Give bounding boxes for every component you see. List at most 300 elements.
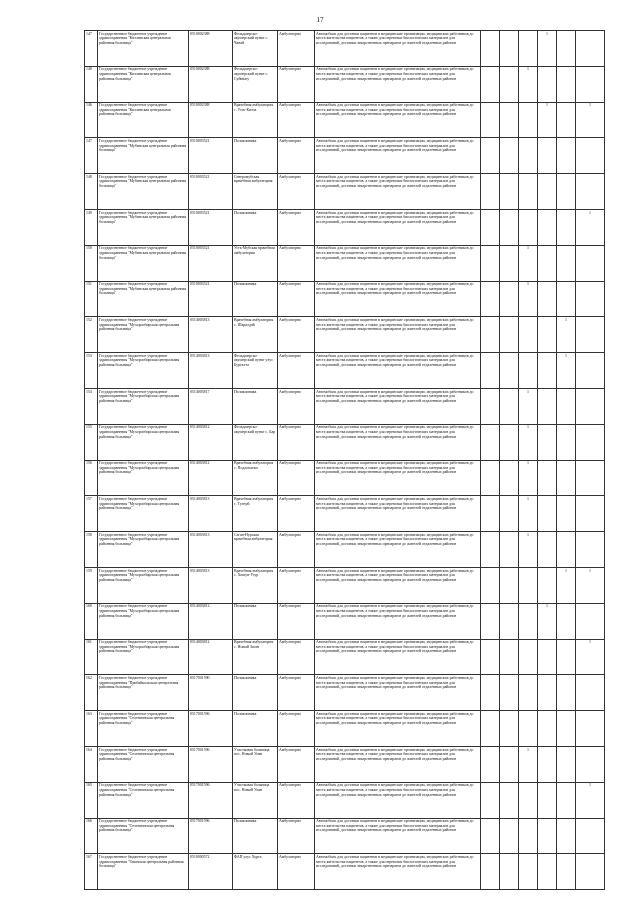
flag-cell bbox=[481, 388, 500, 424]
flag-cell bbox=[500, 603, 519, 639]
table-row bbox=[85, 818, 605, 854]
organization-cell: Государственное бюджетное учреждение здравоохранения "Прибайкальская центральная районная больница" bbox=[98, 675, 189, 711]
flag-cell bbox=[557, 746, 576, 782]
organization-cell: Государственное бюджетное учреждение здравоохранения "Мухорсибирская центральная районная больница" bbox=[98, 353, 189, 389]
flag-cell: 1 bbox=[519, 460, 538, 496]
flag-cell: 1 bbox=[557, 567, 576, 603]
flag-cell bbox=[481, 209, 500, 245]
flag-cell bbox=[481, 675, 500, 711]
flag-cell bbox=[481, 66, 500, 102]
organization-cell: Государственное бюджетное учреждение здравоохранения "Мубинская центральная районная больница" bbox=[98, 281, 189, 317]
care-type-cell: Амбулаторно bbox=[278, 818, 315, 854]
purpose-cell: Автомобиль для доставки пациентов в медицинские организации, медицинских работников до места жительства пациентов, а также для перевозки биологических материалов для исследований, доставки лекарственных препаратов до жителей отдаленных районов bbox=[315, 31, 481, 67]
purpose-cell: Автомобиль для доставки пациентов в медицинские организации, медицинских работников до места жительства пациентов, а также для перевозки биологических материалов для исследований, доставки лекарственных препаратов до жителей отдаленных районов bbox=[315, 496, 481, 532]
flag-cell bbox=[557, 174, 576, 210]
flag-cell bbox=[557, 66, 576, 102]
table-row bbox=[85, 138, 605, 174]
purpose-cell: Автомобиль для доставки пациентов в медицинские организации, медицинских работников до места жительства пациентов, а также для перевозки биологических материалов для исследований, доставки лекарственных препаратов до жителей отдаленных районов bbox=[315, 746, 481, 782]
flag-cell: 1 bbox=[519, 532, 538, 568]
unit-cell: Участковая больница пос. Новый Уоян bbox=[233, 746, 278, 782]
code-cell: 0510003521 bbox=[189, 174, 233, 210]
table-row bbox=[85, 532, 605, 568]
code-cell: 0514003817 bbox=[189, 388, 233, 424]
flag-cell bbox=[557, 102, 576, 138]
flag-cell bbox=[538, 281, 557, 317]
care-type-cell: Амбулаторно bbox=[278, 281, 315, 317]
flag-cell: 1 bbox=[576, 639, 605, 675]
code-cell: 0514003813 bbox=[189, 532, 233, 568]
care-type-cell: Амбулаторно bbox=[278, 675, 315, 711]
unit-cell: Фельдшерско-акушерский пункт с. Суймыгу bbox=[233, 66, 278, 102]
flag-cell bbox=[519, 675, 538, 711]
purpose-cell: Автомобиль для доставки пациентов в медицинские организации, медицинских работников до места жительства пациентов, а также для перевозки биологических материалов для исследований, доставки лекарственных препаратов до жителей отдаленных районов bbox=[315, 102, 481, 138]
unit-cell: Врачебная амбулатория с. Подлопатки bbox=[233, 460, 278, 496]
flag-cell bbox=[538, 782, 557, 818]
table-row bbox=[85, 388, 605, 424]
purpose-cell: Автомобиль для доставки пациентов в медицинские организации, медицинских работников до места жительства пациентов, а также для перевозки биологических материалов для исследований, доставки лекарственных препаратов до жителей отдаленных районов bbox=[315, 532, 481, 568]
flag-cell bbox=[481, 603, 500, 639]
unit-cell: Врачебная амбулатория с. Хошун-Узур bbox=[233, 567, 278, 603]
table-row bbox=[85, 675, 605, 711]
flag-cell bbox=[576, 603, 605, 639]
flag-cell bbox=[500, 854, 519, 890]
code-cell: 0510000572 bbox=[189, 854, 233, 890]
flag-cell bbox=[500, 782, 519, 818]
care-type-cell: Амбулаторно bbox=[278, 460, 315, 496]
care-type-cell: Амбулаторно bbox=[278, 639, 315, 675]
table-row bbox=[85, 281, 605, 317]
code-cell: 0514003813 bbox=[189, 353, 233, 389]
flag-cell bbox=[481, 711, 500, 747]
purpose-cell: Автомобиль для доставки пациентов в медицинские организации, медицинских работников до места жительства пациентов, а также для перевозки биологических материалов для исследований, доставки лекарственных препаратов до жителей отдаленных районов bbox=[315, 460, 481, 496]
purpose-cell: Автомобиль для доставки пациентов в медицинские организации, медицинских работников до места жительства пациентов, а также для перевозки биологических материалов для исследований, доставки лекарственных препаратов до жителей отдаленных районов bbox=[315, 209, 481, 245]
flag-cell bbox=[557, 460, 576, 496]
table-row bbox=[85, 496, 605, 532]
flag-cell bbox=[500, 209, 519, 245]
unit-cell: Участковая больница пос. Новый Уоян bbox=[233, 782, 278, 818]
organization-cell: Государственное бюджетное учреждение здравоохранения "Мубинская центральная районная больница" bbox=[98, 245, 189, 281]
unit-cell: Северомубская врачебная амбулатория bbox=[233, 174, 278, 210]
flag-cell bbox=[538, 388, 557, 424]
organization-cell: Государственное бюджетное учреждение здравоохранения "Окинская центральная районная больница" bbox=[98, 854, 189, 890]
flag-cell bbox=[481, 746, 500, 782]
code-cell: 0510003521 bbox=[189, 209, 233, 245]
table-row bbox=[85, 353, 605, 389]
flag-cell bbox=[557, 496, 576, 532]
unit-cell: Поликлиника bbox=[233, 388, 278, 424]
flag-cell bbox=[538, 138, 557, 174]
code-cell: 0514003812 bbox=[189, 424, 233, 460]
purpose-cell: Автомобиль для доставки пациентов в медицинские организации, медицинских работников до места жительства пациентов, а также для перевозки биологических материалов для исследований, доставки лекарственных препаратов до жителей отдаленных районов bbox=[315, 782, 481, 818]
row-number-cell: 165 bbox=[85, 782, 98, 818]
flag-cell bbox=[500, 460, 519, 496]
table-row bbox=[85, 746, 605, 782]
flag-cell bbox=[538, 66, 557, 102]
code-cell: 0510003521 bbox=[189, 138, 233, 174]
row-number-cell: 159 bbox=[85, 567, 98, 603]
unit-cell: Саган-Нурская врачебная амбулатория bbox=[233, 532, 278, 568]
flag-cell bbox=[557, 245, 576, 281]
care-type-cell: Амбулаторно bbox=[278, 711, 315, 747]
flag-cell bbox=[576, 245, 605, 281]
flag-cell bbox=[481, 532, 500, 568]
flag-cell: 1 bbox=[576, 782, 605, 818]
table-row bbox=[85, 639, 605, 675]
organization-cell: Государственное бюджетное учреждение здравоохранения "Мухорсибирская центральная районная больница" bbox=[98, 496, 189, 532]
flag-cell bbox=[576, 746, 605, 782]
flag-cell bbox=[500, 174, 519, 210]
row-number-cell: 167 bbox=[85, 854, 98, 890]
flag-cell bbox=[500, 424, 519, 460]
care-type-cell: Амбулаторно bbox=[278, 102, 315, 138]
row-number-cell: 152 bbox=[85, 317, 98, 353]
purpose-cell: Автомобиль для доставки пациентов в медицинские организации, медицинских работников до места жительства пациентов, а также для перевозки биологических материалов для исследований, доставки лекарственных препаратов до жителей отдаленных районов bbox=[315, 639, 481, 675]
flag-cell bbox=[500, 639, 519, 675]
flag-cell bbox=[538, 424, 557, 460]
flag-cell: 1 bbox=[538, 102, 557, 138]
flag-cell bbox=[557, 675, 576, 711]
flag-cell bbox=[519, 317, 538, 353]
row-number-cell: 160 bbox=[85, 603, 98, 639]
flag-cell bbox=[519, 31, 538, 67]
flag-cell bbox=[576, 818, 605, 854]
flag-cell bbox=[538, 567, 557, 603]
flag-cell bbox=[481, 639, 500, 675]
flag-cell bbox=[557, 854, 576, 890]
flag-cell: 1 bbox=[519, 388, 538, 424]
flag-cell bbox=[481, 174, 500, 210]
flag-cell bbox=[500, 138, 519, 174]
flag-cell bbox=[576, 317, 605, 353]
unit-cell: Врачебная амбулатория с. Тугнуй bbox=[233, 496, 278, 532]
table-row bbox=[85, 567, 605, 603]
organization-cell: Государственное бюджетное учреждение здравоохранения "Мухорсибирская центральная районная больница" bbox=[98, 567, 189, 603]
row-number-cell: 151 bbox=[85, 281, 98, 317]
row-number-cell: 158 bbox=[85, 532, 98, 568]
flag-cell bbox=[557, 209, 576, 245]
code-cell: 0514003813 bbox=[189, 567, 233, 603]
unit-cell: Фельдшерско-акушерский пункт с. Чанай bbox=[233, 31, 278, 67]
table-row bbox=[85, 603, 605, 639]
purpose-cell: Автомобиль для доставки пациентов в медицинские организации, медицинских работников до места жительства пациентов, а также для перевозки биологических материалов для исследований, доставки лекарственных препаратов до жителей отдаленных районов bbox=[315, 388, 481, 424]
code-cell: 0510002388 bbox=[189, 102, 233, 138]
purpose-cell: Автомобиль для доставки пациентов в медицинские организации, медицинских работников до места жительства пациентов, а также для перевозки биологических материалов для исследований, доставки лекарственных препаратов до жителей отдаленных районов bbox=[315, 66, 481, 102]
table-row bbox=[85, 424, 605, 460]
organization-cell: Государственное бюджетное учреждение здравоохранения "Мубинская центральная районная больница" bbox=[98, 209, 189, 245]
flag-cell bbox=[500, 711, 519, 747]
flag-cell bbox=[519, 102, 538, 138]
care-type-cell: Амбулаторно bbox=[278, 746, 315, 782]
page-number: 17 bbox=[316, 16, 324, 24]
flag-cell bbox=[519, 711, 538, 747]
care-type-cell: Амбулаторно bbox=[278, 317, 315, 353]
flag-cell: 1 bbox=[538, 603, 557, 639]
organization-cell: Государственное бюджетное учреждение здравоохранения "Селенгинская центральная районная больница" bbox=[98, 746, 189, 782]
flag-cell bbox=[576, 66, 605, 102]
table-row bbox=[85, 711, 605, 747]
flag-cell bbox=[538, 496, 557, 532]
purpose-cell: Автомобиль для доставки пациентов в медицинские организации, медицинских работников до места жительства пациентов, а также для перевозки биологических материалов для исследований, доставки лекарственных препаратов до жителей отдаленных районов bbox=[315, 711, 481, 747]
flag-cell bbox=[576, 353, 605, 389]
code-cell: 0517001596 bbox=[189, 818, 233, 854]
code-cell: 0517001596 bbox=[189, 782, 233, 818]
flag-cell bbox=[481, 281, 500, 317]
table-row bbox=[85, 31, 605, 67]
row-number-cell: 148 bbox=[85, 66, 98, 102]
flag-cell bbox=[500, 31, 519, 67]
flag-cell bbox=[557, 31, 576, 67]
flag-cell bbox=[500, 532, 519, 568]
flag-cell bbox=[576, 388, 605, 424]
row-number-cell: 149 bbox=[85, 209, 98, 245]
flag-cell bbox=[538, 746, 557, 782]
flag-cell bbox=[519, 782, 538, 818]
organization-cell: Государственное бюджетное учреждение здравоохранения "Мухорсибирская центральная районная больница" bbox=[98, 532, 189, 568]
flag-cell bbox=[500, 675, 519, 711]
purpose-cell: Автомобиль для доставки пациентов в медицинские организации, медицинских работников до места жительства пациентов, а также для перевозки биологических материалов для исследований, доставки лекарственных препаратов до жителей отдаленных районов bbox=[315, 138, 481, 174]
flag-cell bbox=[538, 818, 557, 854]
flag-cell bbox=[481, 102, 500, 138]
flag-cell: 1 bbox=[557, 317, 576, 353]
row-number-cell: 156 bbox=[85, 460, 98, 496]
flag-cell bbox=[557, 818, 576, 854]
flag-cell bbox=[519, 854, 538, 890]
flag-cell: 1 bbox=[519, 66, 538, 102]
flag-cell: 1 bbox=[538, 31, 557, 67]
row-number-cell: 147 bbox=[85, 31, 98, 67]
care-type-cell: Амбулаторно bbox=[278, 31, 315, 67]
flag-cell bbox=[576, 854, 605, 890]
organization-cell: Государственное бюджетное учреждение здравоохранения "Мухорсибирская центральная районная больница" bbox=[98, 388, 189, 424]
purpose-cell: Автомобиль для доставки пациентов в медицинские организации, медицинских работников до места жительства пациентов, а также для перевозки биологических материалов для исследований, доставки лекарственных препаратов до жителей отдаленных районов bbox=[315, 424, 481, 460]
flag-cell bbox=[500, 281, 519, 317]
flag-cell bbox=[557, 639, 576, 675]
flag-cell: 1 bbox=[576, 567, 605, 603]
vehicle-register-table bbox=[84, 30, 605, 890]
unit-cell: Поликлиника bbox=[233, 675, 278, 711]
flag-cell bbox=[519, 353, 538, 389]
table-row bbox=[85, 66, 605, 102]
flag-cell bbox=[557, 424, 576, 460]
care-type-cell: Амбулаторно bbox=[278, 209, 315, 245]
flag-cell bbox=[557, 532, 576, 568]
flag-cell bbox=[481, 353, 500, 389]
flag-cell bbox=[538, 245, 557, 281]
flag-cell bbox=[557, 281, 576, 317]
organization-cell: Государственное бюджетное учреждение здравоохранения "Мухорсибирская центральная районная больница" bbox=[98, 603, 189, 639]
flag-cell bbox=[557, 388, 576, 424]
care-type-cell: Амбулаторно bbox=[278, 854, 315, 890]
flag-cell bbox=[538, 675, 557, 711]
flag-cell bbox=[576, 31, 605, 67]
unit-cell: Поликлиника bbox=[233, 818, 278, 854]
care-type-cell: Амбулаторно bbox=[278, 567, 315, 603]
flag-cell bbox=[500, 818, 519, 854]
unit-cell: Фельдшерско-акушерский пункт с. Бар bbox=[233, 424, 278, 460]
flag-cell bbox=[576, 424, 605, 460]
organization-cell: Государственное бюджетное учреждение здравоохранения "Мухорсибирская центральная районная больница" bbox=[98, 424, 189, 460]
flag-cell bbox=[576, 496, 605, 532]
code-cell: 0514003812 bbox=[189, 603, 233, 639]
purpose-cell: Автомобиль для доставки пациентов в медицинские организации, медицинских работников до места жительства пациентов, а также для перевозки биологических материалов для исследований, доставки лекарственных препаратов до жителей отдаленных районов bbox=[315, 818, 481, 854]
purpose-cell: Автомобиль для доставки пациентов в медицинские организации, медицинских работников до места жительства пациентов, а также для перевозки биологических материалов для исследований, доставки лекарственных препаратов до жителей отдаленных районов bbox=[315, 245, 481, 281]
flag-cell bbox=[500, 353, 519, 389]
purpose-cell: Автомобиль для доставки пациентов в медицинские организации, медицинских работников до места жительства пациентов, а также для перевозки биологических материалов для исследований, доставки лекарственных препаратов до жителей отдаленных районов bbox=[315, 675, 481, 711]
flag-cell bbox=[538, 353, 557, 389]
flag-cell bbox=[557, 138, 576, 174]
code-cell: 0514003812 bbox=[189, 460, 233, 496]
flag-cell bbox=[576, 281, 605, 317]
organization-cell: Государственное бюджетное учреждение здравоохранения "Мубинская центральная районная больница" bbox=[98, 138, 189, 174]
care-type-cell: Амбулаторно bbox=[278, 496, 315, 532]
flag-cell bbox=[538, 532, 557, 568]
row-number-cell: 150 bbox=[85, 245, 98, 281]
care-type-cell: Амбулаторно bbox=[278, 782, 315, 818]
organization-cell: Государственное бюджетное учреждение здравоохранения "Кизлинская центральная районная больница" bbox=[98, 102, 189, 138]
flag-cell bbox=[519, 818, 538, 854]
care-type-cell: Амбулаторно bbox=[278, 353, 315, 389]
unit-cell: Усть-Мубская врачебная амбулатория bbox=[233, 245, 278, 281]
row-number-cell: 146 bbox=[85, 102, 98, 138]
flag-cell bbox=[481, 424, 500, 460]
code-cell: 0510002388 bbox=[189, 31, 233, 67]
flag-cell bbox=[538, 711, 557, 747]
flag-cell bbox=[481, 818, 500, 854]
row-number-cell: 148 bbox=[85, 174, 98, 210]
row-number-cell: 154 bbox=[85, 388, 98, 424]
code-cell: 0510003521 bbox=[189, 281, 233, 317]
flag-cell bbox=[576, 138, 605, 174]
flag-cell bbox=[481, 854, 500, 890]
flag-cell bbox=[576, 532, 605, 568]
table-row bbox=[85, 782, 605, 818]
flag-cell bbox=[538, 174, 557, 210]
purpose-cell: Автомобиль для доставки пациентов в медицинские организации, медицинских работников до места жительства пациентов, а также для перевозки биологических материалов для исследований, доставки лекарственных препаратов до жителей отдаленных районов bbox=[315, 174, 481, 210]
organization-cell: Государственное бюджетное учреждение здравоохранения "Кизлинская центральная районная больница" bbox=[98, 66, 189, 102]
flag-cell bbox=[500, 746, 519, 782]
row-number-cell: 155 bbox=[85, 424, 98, 460]
code-cell: 0517001590 bbox=[189, 675, 233, 711]
flag-cell bbox=[481, 496, 500, 532]
flag-cell bbox=[576, 460, 605, 496]
flag-cell bbox=[576, 711, 605, 747]
flag-cell bbox=[500, 66, 519, 102]
organization-cell: Государственное бюджетное учреждение здравоохранения "Селенгинская центральная районная больница" bbox=[98, 818, 189, 854]
unit-cell: Врачебная амбулатория с. Шаралдай bbox=[233, 317, 278, 353]
unit-cell: Поликлиника bbox=[233, 281, 278, 317]
flag-cell: 1 bbox=[576, 209, 605, 245]
unit-cell: Врачебная амбулатория с. Новый Заган bbox=[233, 639, 278, 675]
organization-cell: Государственное бюджетное учреждение здравоохранения "Мухорсибирская центральная районная больница" bbox=[98, 317, 189, 353]
unit-cell: Фельдшерско-акушерский пункт улус Бургалта bbox=[233, 353, 278, 389]
purpose-cell: Автомобиль для доставки пациентов в медицинские организации, медицинских работников до места жительства пациентов, а также для перевозки биологических материалов для исследований, доставки лекарственных препаратов до жителей отдаленных районов bbox=[315, 567, 481, 603]
flag-cell: 1 bbox=[519, 496, 538, 532]
flag-cell bbox=[481, 31, 500, 67]
flag-cell bbox=[481, 245, 500, 281]
flag-cell bbox=[500, 496, 519, 532]
row-number-cell: 153 bbox=[85, 353, 98, 389]
purpose-cell: Автомобиль для доставки пациентов в медицинские организации, медицинских работников до места жительства пациентов, а также для перевозки биологических материалов для исследований, доставки лекарственных препаратов до жителей отдаленных районов bbox=[315, 317, 481, 353]
unit-cell: Поликлиника bbox=[233, 138, 278, 174]
flag-cell bbox=[557, 782, 576, 818]
flag-cell: 1 bbox=[576, 102, 605, 138]
flag-cell bbox=[481, 460, 500, 496]
table-row bbox=[85, 174, 605, 210]
flag-cell bbox=[576, 675, 605, 711]
table-row bbox=[85, 209, 605, 245]
unit-cell: Врачебная амбулатория с. Усть-Кизла bbox=[233, 102, 278, 138]
unit-cell: Поликлиника bbox=[233, 209, 278, 245]
care-type-cell: Амбулаторно bbox=[278, 245, 315, 281]
row-number-cell: 147 bbox=[85, 138, 98, 174]
care-type-cell: Амбулаторно bbox=[278, 532, 315, 568]
care-type-cell: Амбулаторно bbox=[278, 66, 315, 102]
flag-cell bbox=[481, 317, 500, 353]
flag-cell bbox=[519, 138, 538, 174]
row-number-cell: 161 bbox=[85, 639, 98, 675]
unit-cell: Поликлиника bbox=[233, 711, 278, 747]
table-row bbox=[85, 317, 605, 353]
table-row bbox=[85, 102, 605, 138]
code-cell: 0514003813 bbox=[189, 496, 233, 532]
row-number-cell: 164 bbox=[85, 746, 98, 782]
care-type-cell: Амбулаторно bbox=[278, 174, 315, 210]
organization-cell: Государственное бюджетное учреждение здравоохранения "Кизлинская центральная районная больница" bbox=[98, 31, 189, 67]
flag-cell bbox=[538, 317, 557, 353]
flag-cell bbox=[519, 174, 538, 210]
organization-cell: Государственное бюджетное учреждение здравоохранения "Селенгинская центральная районная больница" bbox=[98, 711, 189, 747]
care-type-cell: Амбулаторно bbox=[278, 388, 315, 424]
row-number-cell: 157 bbox=[85, 496, 98, 532]
code-cell: 0510003521 bbox=[189, 245, 233, 281]
code-cell: 0514003812 bbox=[189, 639, 233, 675]
flag-cell: 1 bbox=[519, 746, 538, 782]
code-cell: 0510002388 bbox=[189, 66, 233, 102]
flag-cell: 1 bbox=[519, 245, 538, 281]
code-cell: 0517001596 bbox=[189, 746, 233, 782]
purpose-cell: Автомобиль для доставки пациентов в медицинские организации, медицинских работников до места жительства пациентов, а также для перевозки биологических материалов для исследований, доставки лекарственных препаратов до жителей отдаленных районов bbox=[315, 353, 481, 389]
care-type-cell: Амбулаторно bbox=[278, 424, 315, 460]
flag-cell bbox=[481, 138, 500, 174]
unit-cell: Поликлиника bbox=[233, 603, 278, 639]
table-row bbox=[85, 460, 605, 496]
flag-cell bbox=[481, 567, 500, 603]
flag-cell bbox=[500, 567, 519, 603]
flag-cell bbox=[519, 639, 538, 675]
row-number-cell: 166 bbox=[85, 818, 98, 854]
table-row bbox=[85, 245, 605, 281]
organization-cell: Государственное бюджетное учреждение здравоохранения "Селенгинская центральная районная больница" bbox=[98, 782, 189, 818]
flag-cell bbox=[519, 567, 538, 603]
flag-cell bbox=[538, 639, 557, 675]
flag-cell bbox=[481, 782, 500, 818]
flag-cell bbox=[538, 460, 557, 496]
code-cell: 0517001596 bbox=[189, 711, 233, 747]
unit-cell: ФАП улус Хурга bbox=[233, 854, 278, 890]
purpose-cell: Автомобиль для доставки пациентов в медицинские организации, медицинских работников до места жительства пациентов, а также для перевозки биологических материалов для исследований, доставки лекарственных препаратов до жителей отдаленных районов bbox=[315, 603, 481, 639]
flag-cell: 1 bbox=[557, 353, 576, 389]
flag-cell bbox=[500, 245, 519, 281]
row-number-cell: 162 bbox=[85, 675, 98, 711]
flag-cell: 1 bbox=[519, 424, 538, 460]
flag-cell bbox=[500, 317, 519, 353]
flag-cell bbox=[538, 854, 557, 890]
flag-cell bbox=[500, 102, 519, 138]
flag-cell bbox=[519, 603, 538, 639]
row-number-cell: 163 bbox=[85, 711, 98, 747]
flag-cell bbox=[557, 711, 576, 747]
flag-cell: 1 bbox=[519, 281, 538, 317]
